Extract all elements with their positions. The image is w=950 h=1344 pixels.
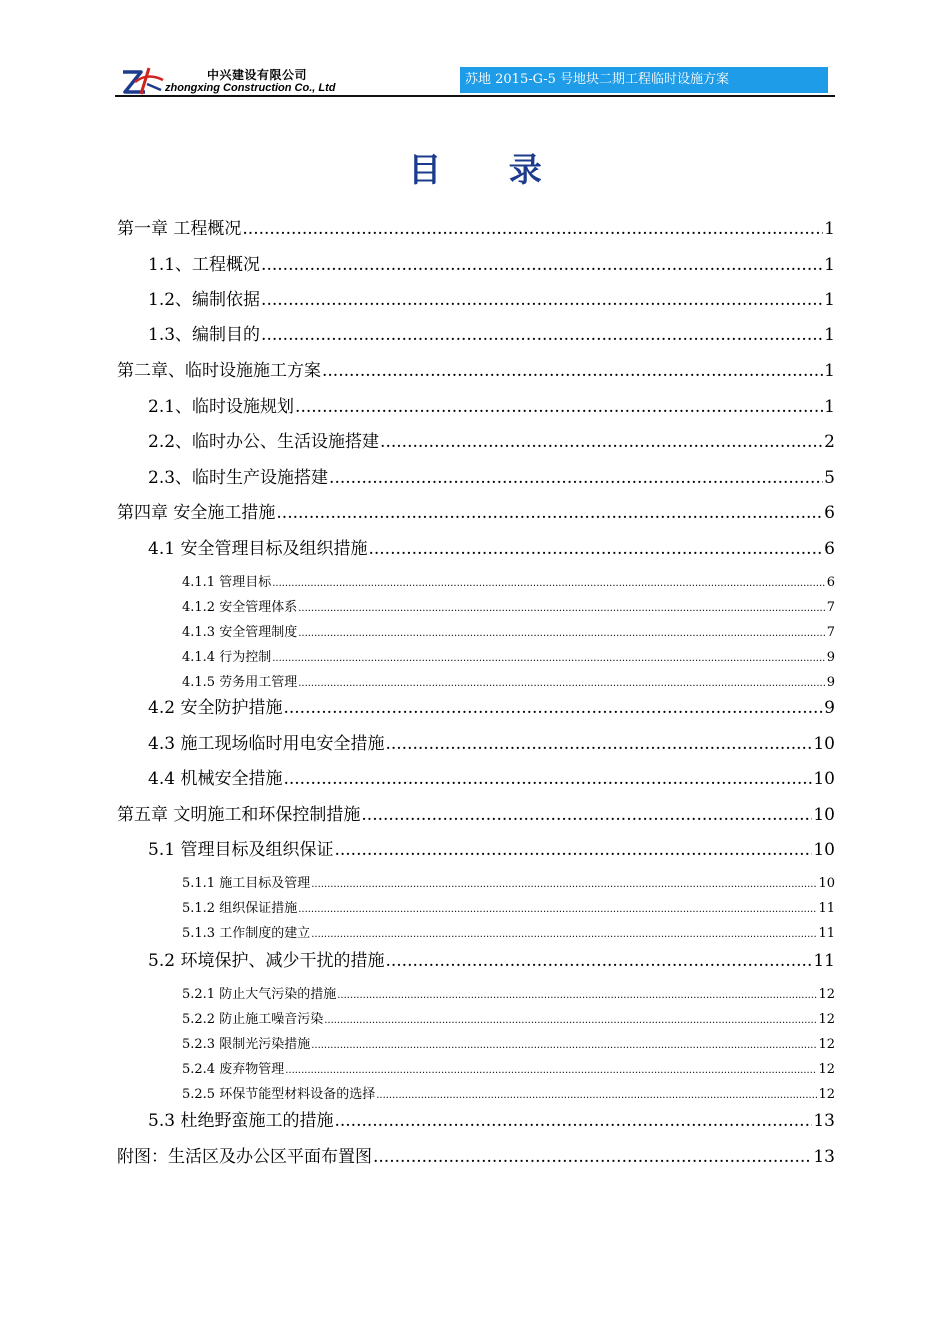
toc-page-number: 1 xyxy=(824,361,835,381)
toc-entry[interactable] xyxy=(182,1058,835,1076)
toc-entry[interactable] xyxy=(182,1083,835,1101)
toc-page-number: 12 xyxy=(818,1087,835,1102)
toc-dot-leader xyxy=(380,432,823,452)
toc-page-number: 9 xyxy=(824,698,835,718)
toc-page-number: 7 xyxy=(826,625,835,640)
toc-page-number: 12 xyxy=(818,1037,835,1052)
toc-entry[interactable] xyxy=(148,285,835,310)
company-name-cn: 中兴建设有限公司 xyxy=(207,68,308,82)
toc-page-number: 1 xyxy=(824,219,835,239)
toc-entry[interactable] xyxy=(148,835,835,860)
toc-dot-leader xyxy=(385,951,812,971)
toc-entry[interactable] xyxy=(182,983,835,1001)
toc-entry[interactable] xyxy=(148,463,835,488)
toc-entry-text: 2.2、临时办公、生活设施搭建 xyxy=(148,432,380,452)
toc-entry-text: 第二章、临时设施施工方案 xyxy=(117,361,321,381)
toc-dot-leader xyxy=(329,468,823,488)
toc-entry-text: 4.4 机械安全措施 xyxy=(148,769,283,789)
toc-entry[interactable] xyxy=(117,498,835,523)
toc-entry-text: 4.1.3 安全管理制度 xyxy=(182,625,298,640)
company-logo-icon xyxy=(119,64,165,98)
toc-entry-text: 5.1.2 组织保证措施 xyxy=(182,901,298,916)
toc-entry-text: 1.1、工程概况 xyxy=(148,255,261,275)
toc-entry[interactable] xyxy=(148,693,835,718)
toc-entry-text: 5.1.1 施工目标及管理 xyxy=(182,876,311,891)
toc-entry-text: 2.1、临时设施规划 xyxy=(148,397,295,417)
project-title-banner: 苏地 2015-G-5 号地块二期工程临时设施方案 xyxy=(460,67,828,93)
page-title: 目 录 xyxy=(408,150,570,189)
toc-entry[interactable] xyxy=(182,596,835,614)
toc-entry-text: 2.3、临时生产设施搭建 xyxy=(148,468,329,488)
toc-dot-leader xyxy=(276,503,823,523)
toc-entry-text: 附图：生活区及办公区平面布置图 xyxy=(117,1147,372,1167)
toc-entry-text: 4.1.5 劳务用工管理 xyxy=(182,675,298,690)
toc-dot-leader xyxy=(272,653,826,664)
toc-dot-leader xyxy=(298,904,817,915)
toc-page-number: 6 xyxy=(824,539,835,559)
toc-dot-leader xyxy=(298,678,826,689)
toc-entry-text: 第一章 工程概况 xyxy=(117,219,242,239)
toc-entry[interactable] xyxy=(117,356,835,381)
page-header xyxy=(115,62,835,98)
toc-entry[interactable] xyxy=(117,800,835,825)
toc-page-number: 11 xyxy=(813,951,835,971)
toc-dot-leader xyxy=(311,929,817,940)
toc-entry-text: 1.2、编制依据 xyxy=(148,290,261,310)
toc-entry-text: 4.3 施工现场临时用电安全措施 xyxy=(148,734,385,754)
toc-page-number: 9 xyxy=(826,650,835,665)
toc-entry[interactable] xyxy=(148,427,835,452)
toc-entry[interactable] xyxy=(148,320,835,345)
toc-entry[interactable] xyxy=(182,671,835,689)
toc-entry[interactable] xyxy=(182,621,835,639)
toc-dot-leader xyxy=(261,255,823,275)
header-divider xyxy=(115,95,835,97)
toc-dot-leader xyxy=(272,578,826,589)
toc-dot-leader xyxy=(334,1111,812,1131)
toc-dot-leader xyxy=(261,325,823,345)
toc-entry-text: 5.2 环境保护、减少干扰的措施 xyxy=(148,951,385,971)
toc-entry-text: 5.2.5 环保节能型材料设备的选择 xyxy=(182,1087,376,1102)
toc-dot-leader xyxy=(311,1040,817,1051)
toc-entry-text: 4.1 安全管理目标及组织措施 xyxy=(148,539,368,559)
toc-entry-text: 第五章 文明施工和环保控制措施 xyxy=(117,805,361,825)
toc-page-number: 10 xyxy=(813,734,835,754)
toc-page-number: 10 xyxy=(813,805,835,825)
toc-entry-text: 第四章 安全施工措施 xyxy=(117,503,276,523)
toc-entry-text: 5.1 管理目标及组织保证 xyxy=(148,840,334,860)
toc-dot-leader xyxy=(376,1090,817,1101)
toc-entry-text: 5.2.4 废弃物管理 xyxy=(182,1062,285,1077)
toc-page-number: 6 xyxy=(824,503,835,523)
toc-dot-leader xyxy=(368,539,823,559)
toc-dot-leader xyxy=(334,840,812,860)
toc-entry[interactable] xyxy=(182,1008,835,1026)
toc-page-number: 1 xyxy=(824,325,835,345)
toc-page-number: 11 xyxy=(818,901,835,916)
toc-entry[interactable] xyxy=(148,250,835,275)
toc-page-number: 2 xyxy=(824,432,835,452)
toc-dot-leader xyxy=(285,1065,817,1076)
toc-page-number: 6 xyxy=(826,575,835,590)
toc-page-number: 10 xyxy=(813,840,835,860)
toc-page-number: 11 xyxy=(818,926,835,941)
toc-entry-text: 4.1.2 安全管理体系 xyxy=(182,600,298,615)
toc-page-number: 13 xyxy=(813,1111,835,1131)
toc-dot-leader xyxy=(311,879,817,890)
toc-dot-leader xyxy=(373,1147,812,1167)
toc-entry-text: 4.1.1 管理目标 xyxy=(182,575,272,590)
toc-entry-text: 5.3 杜绝野蛮施工的措施 xyxy=(148,1111,334,1131)
toc-dot-leader xyxy=(283,769,812,789)
toc-page-number: 10 xyxy=(813,769,835,789)
toc-entry[interactable] xyxy=(148,729,835,754)
toc-entry[interactable] xyxy=(182,646,835,664)
toc-entry[interactable] xyxy=(148,534,835,559)
toc-page-number: 1 xyxy=(824,255,835,275)
toc-dot-leader xyxy=(261,290,823,310)
toc-entry-text: 5.1.3 工作制度的建立 xyxy=(182,926,311,941)
toc-entry[interactable] xyxy=(182,872,835,890)
toc-entry-text: 5.2.2 防止施工噪音污染 xyxy=(182,1012,324,1027)
toc-dot-leader xyxy=(295,397,823,417)
toc-dot-leader xyxy=(337,990,817,1001)
toc-dot-leader xyxy=(242,219,823,239)
toc-dot-leader xyxy=(361,805,812,825)
toc-entry[interactable] xyxy=(148,392,835,417)
toc-dot-leader xyxy=(283,698,823,718)
toc-entry[interactable] xyxy=(148,764,835,789)
toc-page-number: 12 xyxy=(818,1062,835,1077)
toc-page-number: 13 xyxy=(813,1147,835,1167)
toc-dot-leader xyxy=(322,361,823,381)
toc-entry-text: 5.2.3 限制光污染措施 xyxy=(182,1037,311,1052)
toc-entry[interactable] xyxy=(182,922,835,940)
toc-entry[interactable] xyxy=(117,214,835,239)
toc-page-number: 12 xyxy=(818,1012,835,1027)
toc-entry[interactable] xyxy=(148,1106,835,1131)
toc-page-number: 7 xyxy=(826,600,835,615)
toc-entry[interactable] xyxy=(182,897,835,915)
toc-entry-text: 4.1.4 行为控制 xyxy=(182,650,272,665)
toc-dot-leader xyxy=(385,734,812,754)
toc-page-number: 5 xyxy=(824,468,835,488)
toc-page-number: 1 xyxy=(824,397,835,417)
toc-dot-leader xyxy=(298,603,826,614)
toc-entry-text: 1.3、编制目的 xyxy=(148,325,261,345)
toc-entry[interactable] xyxy=(182,1033,835,1051)
toc-entry-text: 4.2 安全防护措施 xyxy=(148,698,283,718)
toc-entry[interactable] xyxy=(182,571,835,589)
toc-dot-leader xyxy=(298,628,826,639)
toc-dot-leader xyxy=(324,1015,817,1026)
toc-entry[interactable] xyxy=(148,946,835,971)
toc-page-number: 9 xyxy=(826,675,835,690)
toc-page-number: 1 xyxy=(824,290,835,310)
toc-entry-text: 5.2.1 防止大气污染的措施 xyxy=(182,987,337,1002)
toc-page-number: 12 xyxy=(818,987,835,1002)
toc-page-number: 10 xyxy=(818,876,835,891)
toc-entry[interactable] xyxy=(117,1142,835,1167)
company-name-en: zhongxing Construction Co., Ltd xyxy=(165,82,336,94)
